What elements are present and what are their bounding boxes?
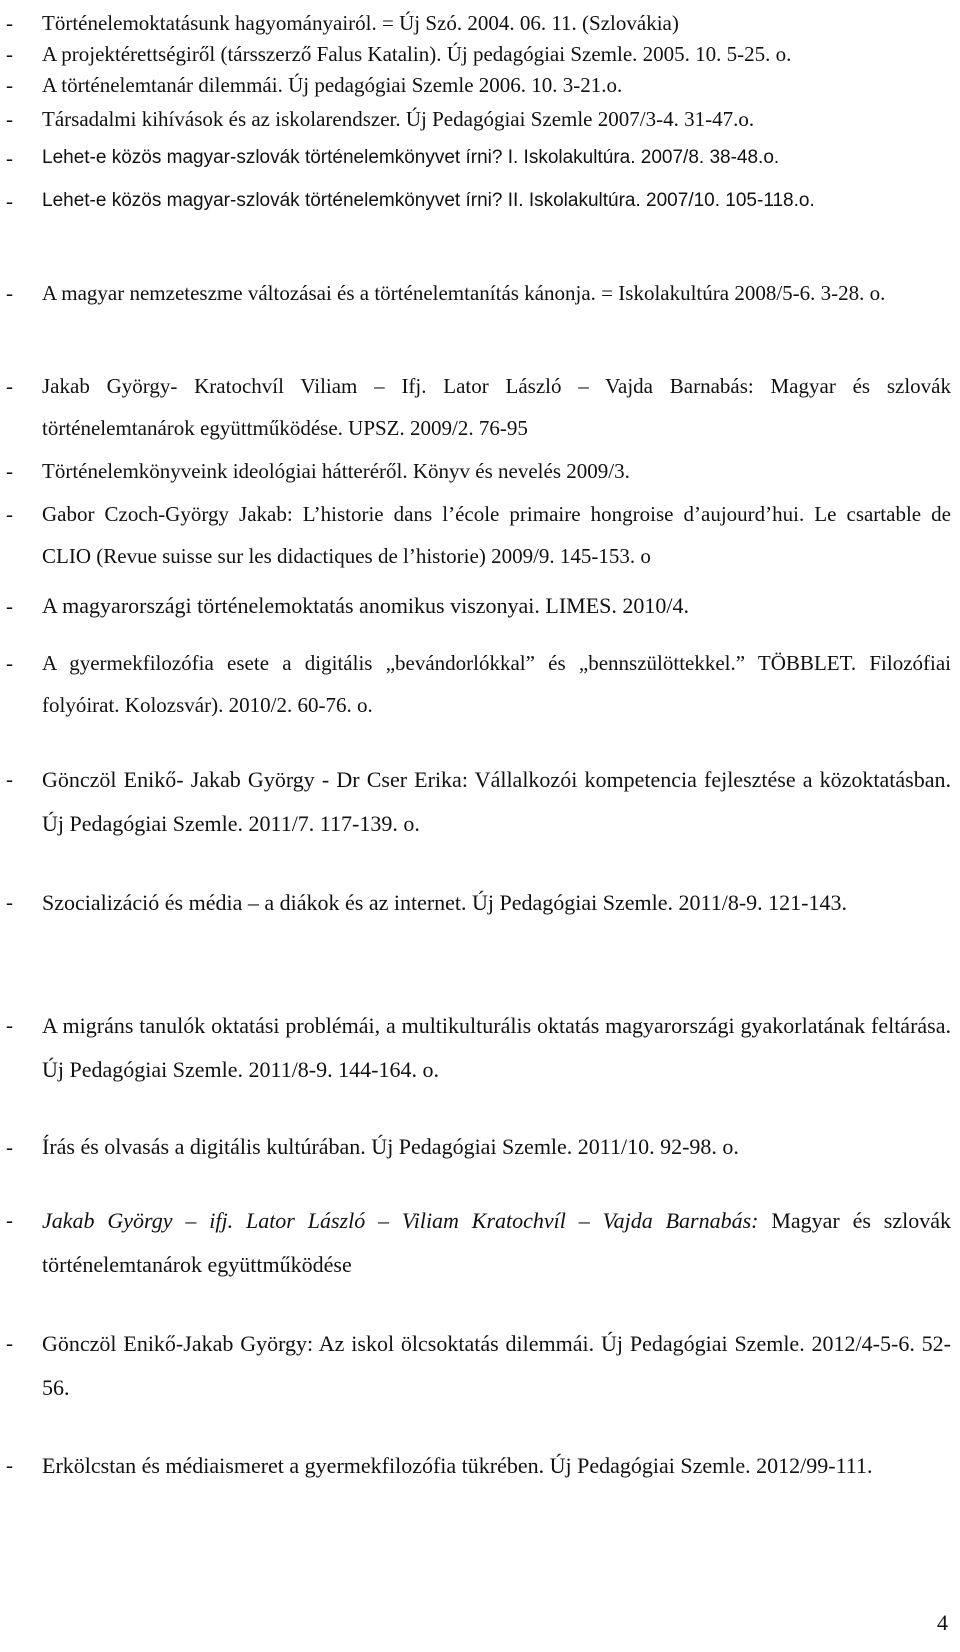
reference-title: Magyar és szlovák történelemtanárok együttműködése: [42, 1208, 951, 1277]
list-item: [6, 881, 951, 925]
list-dash: -: [6, 281, 13, 305]
list-item: [6, 450, 951, 492]
reference-text: Gabor Czoch-György Jakab: L’historie dans l’école primaire hongroise d’aujourd’hui. Le csartable de CLIO (Revue suisse sur les didactiques de l’historie) 2009/9. 145-153. o: [42, 502, 951, 568]
list-item: [6, 365, 951, 449]
list-item: [6, 642, 951, 726]
reference-text: [42, 1199, 951, 1287]
list-item: [6, 1004, 951, 1092]
reference-text: Lehet-e közös magyar-szlovák történelemkönyvet írni? I. Iskolakultúra. 2007/8. 38-48.o.: [42, 147, 780, 168]
reference-text: Jakab György- Kratochvíl Viliam – Ifj. Lator László – Vajda Barnabás: Magyar és szlovák történelemtanárok együttműködése. UPSZ. 2009/2. 76-95: [42, 374, 951, 440]
reference-text: Gönczöl Enikő- Jakab György - Dr Cser Erika: Vállalkozói kompetencia fejlesztése a közoktatásban. Új Pedagógiai Szemle. 2011/7. 117-139. o.: [42, 767, 951, 836]
list-item: [6, 1199, 951, 1287]
reference-text: Lehet-e közös magyar-szlovák történelemkönyvet írni? II. Iskolakultúra. 2007/10. 105-118.o.: [42, 190, 815, 211]
list-item: [6, 1322, 951, 1410]
reference-text: Erkölcstan és médiaismeret a gyermekfilozófia tükrében. Új Pedagógiai Szemle. 2012/99-111.: [42, 1453, 873, 1478]
reference-text: A magyar nemzeteszme változásai és a történelemtanítás kánonja. = Iskolakultúra 2008/5-6. 3-28. o.: [42, 281, 886, 305]
reference-text: Gönczöl Enikő-Jakab György: Az iskol ölcsoktatás dilemmái. Új Pedagógiai Szemle. 2012/4-5-6. 52-56.: [42, 1331, 951, 1400]
reference-text: A projektérettségiről (társszerző Falus Katalin). Új pedagógiai Szemle. 2005. 10. 5-25. o.: [42, 42, 792, 66]
list-dash: -: [6, 1013, 13, 1037]
list-dash: -: [6, 1135, 13, 1159]
reference-text: A magyarországi történelemoktatás anomikus viszonyai. LIMES. 2010/4.: [42, 593, 690, 618]
list-dash: -: [6, 189, 13, 213]
list-dash: -: [6, 11, 13, 35]
list-item: [6, 1126, 951, 1168]
list-dash: -: [6, 459, 13, 483]
list-item: [6, 272, 951, 314]
list-dash: -: [6, 42, 13, 66]
list-item: [6, 180, 951, 222]
list-dash: -: [6, 502, 13, 526]
list-dash: -: [6, 146, 13, 170]
reference-text: A gyermekfilozófia esete a digitális „bevándorlókkal” és „bennszülöttekkel.” TÖBBLET. Filozófiai folyóirat. Kolozsvár). 2010/2. 60-76. o.: [42, 651, 951, 717]
list-dash: -: [6, 594, 13, 618]
page-number: 4: [937, 1610, 948, 1635]
reference-text: Történelemkönyveink ideológiai hátteréről. Könyv és nevelés 2009/3.: [42, 459, 630, 483]
list-dash: -: [6, 890, 13, 914]
list-item: [6, 585, 951, 627]
list-item: [6, 137, 951, 179]
list-dash: -: [6, 73, 13, 97]
reference-text: A migráns tanulók oktatási problémái, a multikulturális oktatás magyarországi gyakorlatának feltárása. Új Pedagógiai Szemle. 2011/8-9. 144-164. o.: [42, 1013, 951, 1082]
reference-authors: Jakab György – ifj. Lator László – Viliam Kratochvíl – Vajda Barnabás:: [42, 1208, 759, 1233]
reference-text: Szocializáció és média – a diákok és az internet. Új Pedagógiai Szemle. 2011/8-9. 121-143.: [42, 890, 847, 915]
list-dash: -: [6, 1331, 13, 1355]
list-dash: -: [6, 374, 13, 398]
reference-text: Írás és olvasás a digitális kultúrában. Új Pedagógiai Szemle. 2011/10. 92-98. o.: [42, 1134, 739, 1159]
list-dash: -: [6, 1453, 13, 1477]
list-item: [6, 758, 951, 846]
list-item: [6, 493, 951, 577]
list-dash: -: [6, 107, 13, 131]
list-dash: -: [6, 651, 13, 675]
list-item: [6, 98, 951, 140]
reference-text: A történelemtanár dilemmái. Új pedagógiai Szemle 2006. 10. 3-21.o.: [42, 73, 623, 97]
list-item: [6, 1444, 951, 1488]
list-dash: -: [6, 1208, 13, 1232]
reference-text: Társadalmi kihívások és az iskolarendszer. Új Pedagógiai Szemle 2007/3-4. 31-47.o.: [42, 107, 755, 131]
list-dash: -: [6, 767, 13, 791]
reference-text: Történelemoktatásunk hagyományairól. = Új Szó. 2004. 06. 11. (Szlovákia): [42, 11, 679, 35]
